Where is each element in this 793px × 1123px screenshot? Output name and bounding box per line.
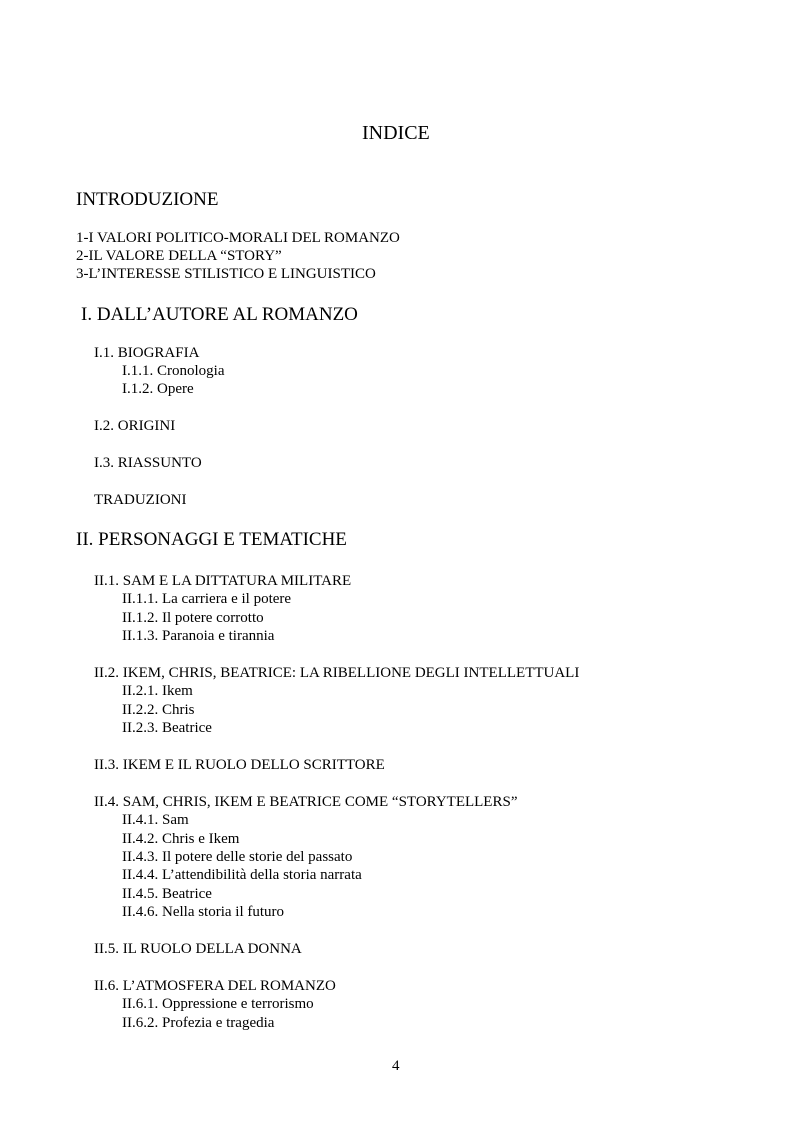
toc-entry-ii-2-1: II.2.1. Ikem: [122, 683, 193, 699]
toc-entry-ii-1: II.1. SAM E LA DITTATURA MILITARE: [94, 573, 352, 589]
toc-entry-ii-4-1: II.4.1. Sam: [122, 812, 189, 828]
toc-entry-ii-6-2: II.6.2. Profezia e tragedia: [122, 1015, 275, 1031]
page-title: INDICE: [362, 122, 430, 144]
toc-entry-ii-4-4: II.4.4. L’attendibilità della storia narrata: [122, 867, 362, 883]
intro-item-2: 2-IL VALORE DELLA “STORY”: [76, 248, 282, 264]
toc-entry-ii-4-6: II.4.6. Nella storia il futuro: [122, 904, 285, 920]
toc-entry-ii-1-1: II.1.1. La carriera e il potere: [122, 591, 292, 607]
toc-entry-i-3: I.3. RIASSUNTO: [94, 455, 202, 471]
toc-entry-ii-5: II.5. IL RUOLO DELLA DONNA: [94, 941, 302, 957]
toc-entry-traduzioni: TRADUZIONI: [94, 492, 187, 508]
toc-entry-ii-2: II.2. IKEM, CHRIS, BEATRICE: LA RIBELLIONE DEGLI INTELLETTUALI: [94, 665, 580, 681]
intro-item-1: 1-I VALORI POLITICO-MORALI DEL ROMANZO: [76, 230, 400, 246]
heading-introduzione: INTRODUZIONE: [76, 189, 219, 210]
toc-entry-i-1: I.1. BIOGRAFIA: [94, 345, 200, 361]
toc-entry-ii-4-2: II.4.2. Chris e Ikem: [122, 831, 240, 847]
toc-entry-i-1-2: I.1.2. Opere: [122, 381, 194, 397]
toc-entry-ii-4: II.4. SAM, CHRIS, IKEM E BEATRICE COME “STORYTELLERS”: [94, 794, 518, 810]
toc-entry-i-2: I.2. ORIGINI: [94, 418, 176, 434]
toc-entry-ii-1-2: II.1.2. Il potere corrotto: [122, 610, 264, 626]
heading-part-2: II. PERSONAGGI E TEMATICHE: [76, 529, 347, 550]
intro-item-3: 3-L’INTERESSE STILISTICO E LINGUISTICO: [76, 266, 376, 282]
toc-entry-ii-2-3: II.2.3. Beatrice: [122, 720, 212, 736]
page-number: 4: [392, 1058, 400, 1074]
toc-entry-ii-6: II.6. L’ATMOSFERA DEL ROMANZO: [94, 978, 336, 994]
toc-entry-ii-3: II.3. IKEM E IL RUOLO DELLO SCRITTORE: [94, 757, 385, 773]
toc-entry-i-1-1: I.1.1. Cronologia: [122, 363, 225, 379]
heading-part-1: I. DALL’AUTORE AL ROMANZO: [81, 304, 358, 325]
toc-entry-ii-1-3: II.1.3. Paranoia e tirannia: [122, 628, 275, 644]
toc-entry-ii-2-2: II.2.2. Chris: [122, 702, 195, 718]
toc-entry-ii-6-1: II.6.1. Oppressione e terrorismo: [122, 996, 314, 1012]
toc-entry-ii-4-3: II.4.3. Il potere delle storie del passato: [122, 849, 353, 865]
toc-entry-ii-4-5: II.4.5. Beatrice: [122, 886, 212, 902]
